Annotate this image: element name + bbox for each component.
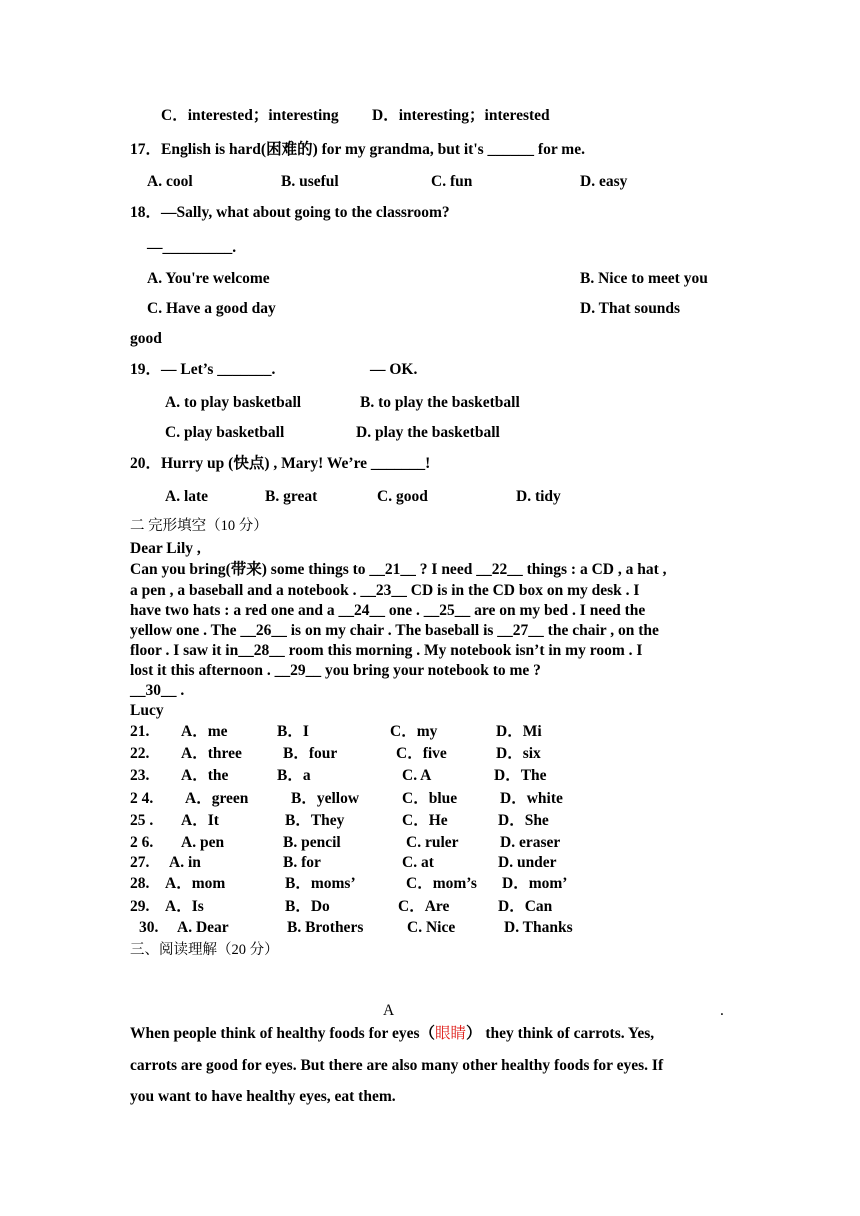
reading-line-2: carrots are good for eyes. But there are also many other healthy foods for eyes. If	[130, 1057, 664, 1074]
q17-option-d: D. easy	[580, 173, 628, 190]
reading-heading: 三、阅读理解（20 分）	[130, 942, 279, 958]
cloze-option-a: A．me	[181, 723, 228, 740]
cloze-option-b: B．a	[277, 767, 311, 784]
cloze-option-a: A．It	[181, 812, 219, 829]
q19-option-c: C. play basketball	[165, 424, 285, 441]
q20-option-a: A. late	[165, 488, 209, 505]
passage-label: A	[383, 1002, 395, 1019]
letter-salutation: Dear Lily ,	[130, 540, 201, 557]
cloze-option-c: C．my	[390, 723, 438, 740]
cloze-option-a: A. Dear	[177, 919, 229, 936]
cloze-option-d: D．Mi	[496, 723, 542, 740]
cloze-question-number: 27.	[130, 854, 150, 871]
cloze-line: floor . I saw it in__28__ room this morning . My notebook isn’t in my room . I	[130, 642, 643, 659]
q18-option-d-continued: good	[130, 330, 162, 347]
cloze-option-a: A．green	[185, 790, 249, 807]
q20-option-c: C. good	[377, 488, 428, 505]
cloze-option-c: C．He	[402, 812, 448, 829]
cloze-option-b: B．They	[285, 812, 345, 829]
cloze-option-c: C．five	[396, 745, 447, 762]
cloze-option-d: D．She	[498, 812, 549, 829]
cloze-option-d: D. under	[498, 854, 557, 871]
cloze-heading: 二 完形填空（10 分）	[130, 518, 268, 534]
q17-option-c: C. fun	[431, 173, 473, 190]
cloze-option-b: B．Do	[285, 898, 330, 915]
cloze-question-number: 30.	[139, 919, 159, 936]
letter-closing: __30__ .	[130, 682, 185, 699]
cloze-question-number: 25 .	[130, 812, 154, 829]
q17-stem: 17．English is hard(困难的) for my grandma, but it's ______ for me.	[130, 141, 585, 158]
cloze-line: yellow one . The __26__ is on my chair . The baseball is __27__ the chair , on the	[130, 622, 659, 639]
cloze-option-b: B. for	[283, 854, 321, 871]
q19-response: — OK.	[370, 361, 418, 378]
q20-option-b: B. great	[265, 488, 318, 505]
cloze-question-number: 2 4.	[130, 790, 154, 807]
cloze-option-a: A. pen	[181, 834, 225, 851]
cloze-option-b: B．four	[283, 745, 338, 762]
cloze-option-b: B. pencil	[283, 834, 341, 851]
q16-option-c: C．interested；interesting	[161, 107, 339, 124]
cloze-option-c: C．blue	[402, 790, 458, 807]
q18-stem: 18．—Sally, what about going to the classroom?	[130, 204, 450, 221]
cloze-question-number: 2 6.	[130, 834, 154, 851]
cloze-option-d: D．white	[500, 790, 563, 807]
cloze-line: have two hats : a red one and a __24__ one . __25__ are on my bed . I need the	[130, 602, 646, 619]
cloze-option-d: D．mom’	[502, 875, 568, 892]
reading-line-1: When people think of healthy foods for eyes（眼睛） they think of carrots. Yes,	[130, 1025, 655, 1042]
cloze-question-number: 29.	[130, 898, 150, 915]
q19-stem: 19．— Let’s _______.	[130, 361, 276, 378]
cloze-option-b: B．yellow	[291, 790, 360, 807]
cloze-option-c: C. Nice	[407, 919, 456, 936]
cloze-question-number: 21.	[130, 723, 150, 740]
cloze-option-c: C．mom’s	[406, 875, 477, 892]
cloze-option-c: C. ruler	[406, 834, 459, 851]
cloze-option-d: D. Thanks	[504, 919, 573, 936]
q17-option-a: A. cool	[147, 173, 193, 190]
q18-option-d: D. That sounds	[580, 300, 681, 317]
cloze-option-a: A．mom	[165, 875, 226, 892]
cloze-option-d: D．six	[496, 745, 541, 762]
q18-answer-line: —_________.	[147, 239, 237, 256]
passage-label-dot: .	[720, 1002, 724, 1019]
letter-signature: Lucy	[130, 702, 164, 719]
reading-line-3: you want to have healthy eyes, eat them.	[130, 1088, 396, 1105]
cloze-option-a: A．the	[181, 767, 229, 784]
cloze-option-b: B. Brothers	[287, 919, 364, 936]
q18-option-c: C. Have a good day	[147, 300, 276, 317]
cloze-question-number: 22.	[130, 745, 150, 762]
q18-option-b: B. Nice to meet you	[580, 270, 708, 287]
cloze-option-d: D．The	[494, 767, 547, 784]
cloze-option-c: C. at	[402, 854, 434, 871]
q19-option-b: B. to play the basketball	[360, 394, 520, 411]
q19-option-d: D. play the basketball	[356, 424, 500, 441]
q20-option-d: D. tidy	[516, 488, 561, 505]
cloze-option-c: C．Are	[398, 898, 450, 915]
q20-stem: 20．Hurry up (快点) , Mary! We’re _______!	[130, 455, 431, 472]
cloze-line: lost it this afternoon . __29__ you bring your notebook to me ?	[130, 662, 541, 679]
q17-option-b: B. useful	[281, 173, 339, 190]
cloze-line: Can you bring(带来) some things to __21__ ? I need __22__ things : a CD , a hat ,	[130, 561, 667, 578]
q16-option-d: D．interesting；interested	[372, 107, 550, 124]
cloze-question-number: 28.	[130, 875, 150, 892]
cloze-option-b: B．moms’	[285, 875, 356, 892]
q18-option-a: A. You're welcome	[147, 270, 270, 287]
cloze-question-number: 23.	[130, 767, 150, 784]
cloze-option-a: A．Is	[165, 898, 204, 915]
cloze-option-b: B．I	[277, 723, 309, 740]
cloze-option-a: A. in	[169, 854, 201, 871]
q19-option-a: A. to play basketball	[165, 394, 302, 411]
cloze-option-a: A．three	[181, 745, 242, 762]
cloze-option-d: D. eraser	[500, 834, 561, 851]
highlighted-word: 眼睛	[435, 1025, 467, 1042]
cloze-option-c: C. A	[402, 767, 432, 784]
cloze-option-d: D．Can	[498, 898, 553, 915]
cloze-line: a pen , a baseball and a notebook . __23__ CD is in the CD box on my desk . I	[130, 582, 640, 599]
